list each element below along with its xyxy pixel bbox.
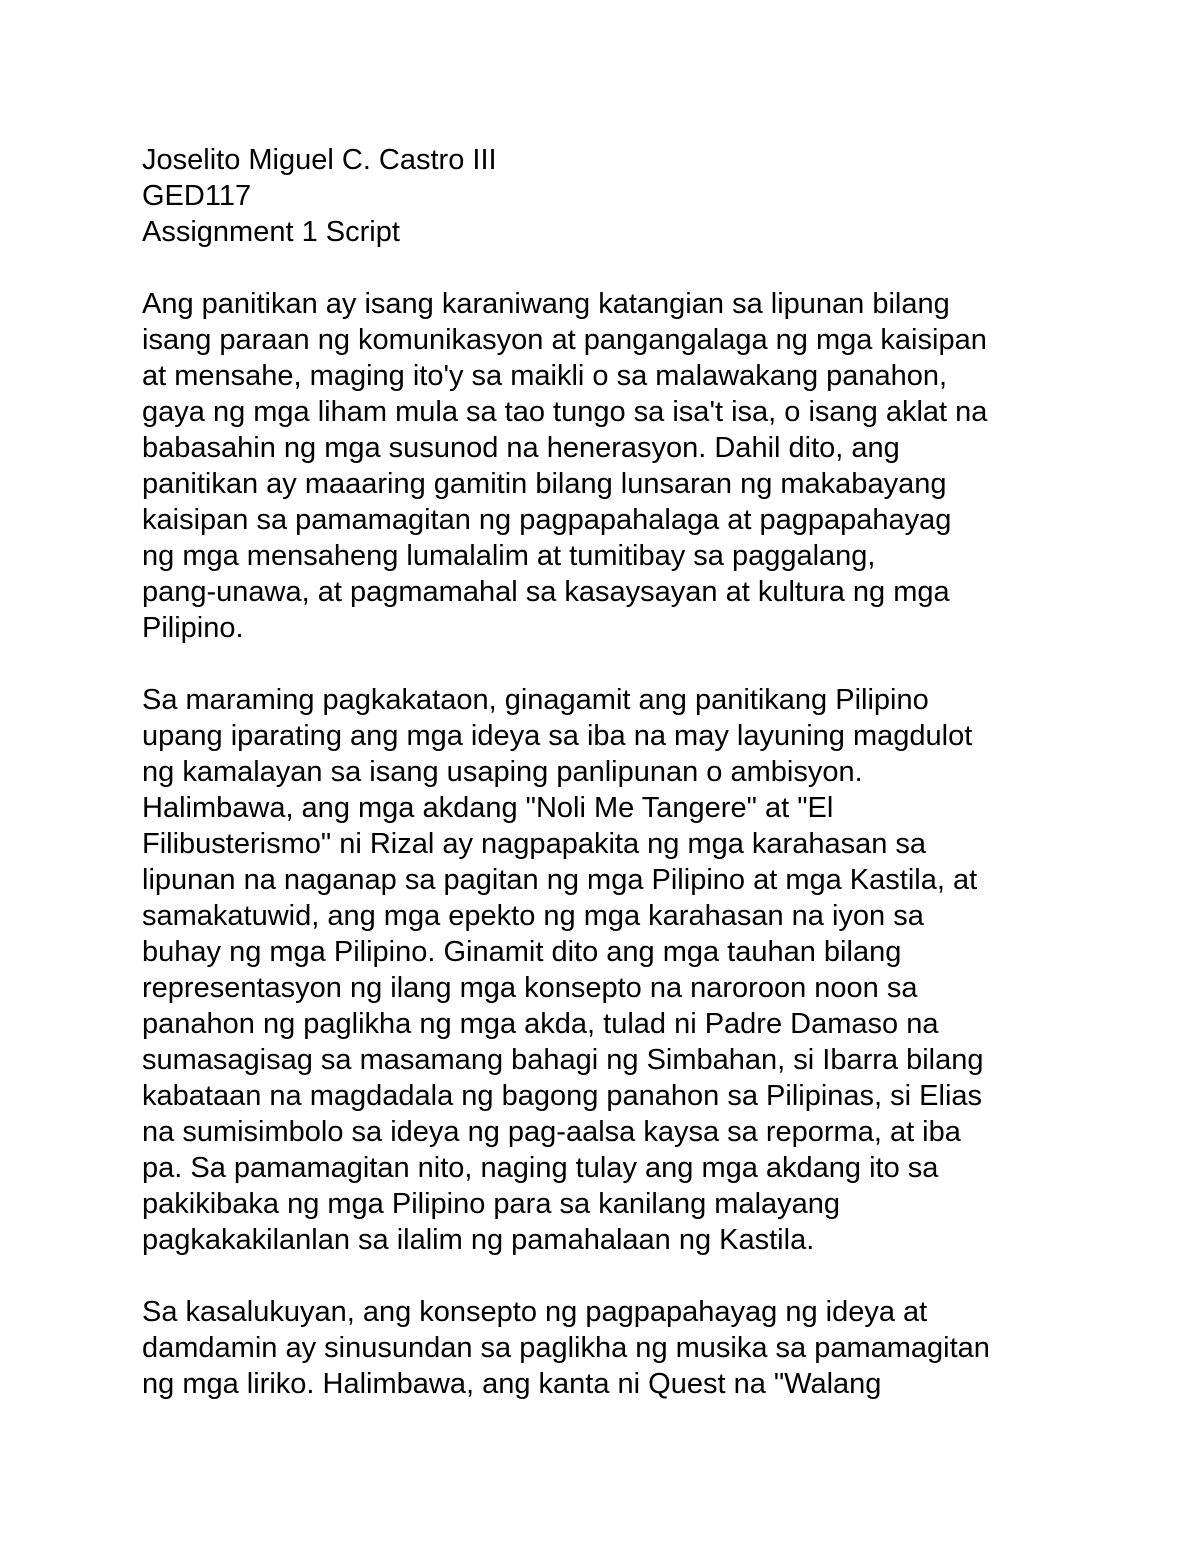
text-line: at mensahe, maging ito'y sa maikli o sa malawakang panahon, bbox=[142, 360, 948, 392]
paragraph-gap bbox=[142, 250, 1102, 286]
text-line: samakatuwid, ang mga epekto ng mga karahasan na iyon sa bbox=[142, 900, 924, 932]
text-line: Sa kasalukuyan, ang konsepto ng pagpapahayag ng ideya at bbox=[142, 1296, 928, 1328]
text-line: isang paraan ng komunikasyon at pangangalaga ng mga kaisipan bbox=[142, 324, 987, 356]
assignment-title: Assignment 1 Script bbox=[142, 216, 400, 248]
text-line: upang iparating ang mga ideya sa iba na may layuning magdulot bbox=[142, 720, 973, 752]
text-line: pa. Sa pamamagitan nito, naging tulay ang mga akdang ito sa bbox=[142, 1152, 939, 1184]
text-line: Sa maraming pagkakataon, ginagamit ang panitikang Pilipino bbox=[142, 684, 929, 716]
paragraph-1 bbox=[142, 286, 1102, 646]
text-line: Halimbawa, ang mga akdang "Noli Me Tangere" at "El bbox=[142, 792, 834, 824]
text-line: pagkakakilanlan sa ilalim ng pamahalaan ng Kastila. bbox=[142, 1224, 815, 1256]
text-line: lipunan na naganap sa pagitan ng mga Pilipino at mga Kastila, at bbox=[142, 864, 978, 896]
author-name: Joselito Miguel C. Castro III bbox=[142, 144, 497, 176]
document-header bbox=[142, 142, 1102, 250]
text-line: sumasagisag sa masamang bahagi ng Simbahan, si Ibarra bilang bbox=[142, 1044, 984, 1076]
document-body bbox=[142, 142, 1102, 1402]
text-line: pakikibaka ng mga Pilipino para sa kanilang malayang bbox=[142, 1188, 841, 1220]
paragraph-gap bbox=[142, 646, 1102, 682]
text-line: Filibusterismo" ni Rizal ay nagpapakita ng mga karahasan sa bbox=[142, 828, 927, 860]
text-line: gaya ng mga liham mula sa tao tungo sa isa't isa, o isang aklat na bbox=[142, 396, 988, 428]
paragraph-gap bbox=[142, 1258, 1102, 1294]
text-line: ng kamalayan sa isang usaping panlipunan o ambisyon. bbox=[142, 756, 863, 788]
text-line: buhay ng mga Pilipino. Ginamit dito ang mga tauhan bilang bbox=[142, 936, 902, 968]
text-line: babasahin ng mga susunod na henerasyon. Dahil dito, ang bbox=[142, 432, 900, 464]
text-line: representasyon ng ilang mga konsepto na naroroon noon sa bbox=[142, 972, 918, 1004]
text-line: ng mga liriko. Halimbawa, ang kanta ni Quest na "Walang bbox=[142, 1368, 882, 1400]
text-line: kabataan na magdadala ng bagong panahon sa Pilipinas, si Elias bbox=[142, 1080, 983, 1112]
course-code: GED117 bbox=[142, 180, 252, 212]
text-line: kaisipan sa pamamagitan ng pagpapahalaga at pagpapahayag bbox=[142, 504, 952, 536]
text-line: damdamin ay sinusundan sa paglikha ng musika sa pamamagitan bbox=[142, 1332, 990, 1364]
text-line: pang-unawa, at pagmamahal sa kasaysayan at kultura ng mga bbox=[142, 576, 950, 608]
text-line: ng mga mensaheng lumalalim at tumitibay sa paggalang, bbox=[142, 540, 876, 572]
paragraph-3 bbox=[142, 1294, 1102, 1402]
text-line: panahon ng paglikha ng mga akda, tulad ni Padre Damaso na bbox=[142, 1008, 939, 1040]
text-line: panitikan ay maaaring gamitin bilang lunsaran ng makabayang bbox=[142, 468, 947, 500]
text-line: na sumisimbolo sa ideya ng pag-aalsa kaysa sa reporma, at iba bbox=[142, 1116, 961, 1148]
text-line: Ang panitikan ay isang karaniwang katangian sa lipunan bilang bbox=[142, 288, 950, 320]
text-line: Pilipino. bbox=[142, 612, 244, 644]
paragraph-2 bbox=[142, 682, 1102, 1258]
